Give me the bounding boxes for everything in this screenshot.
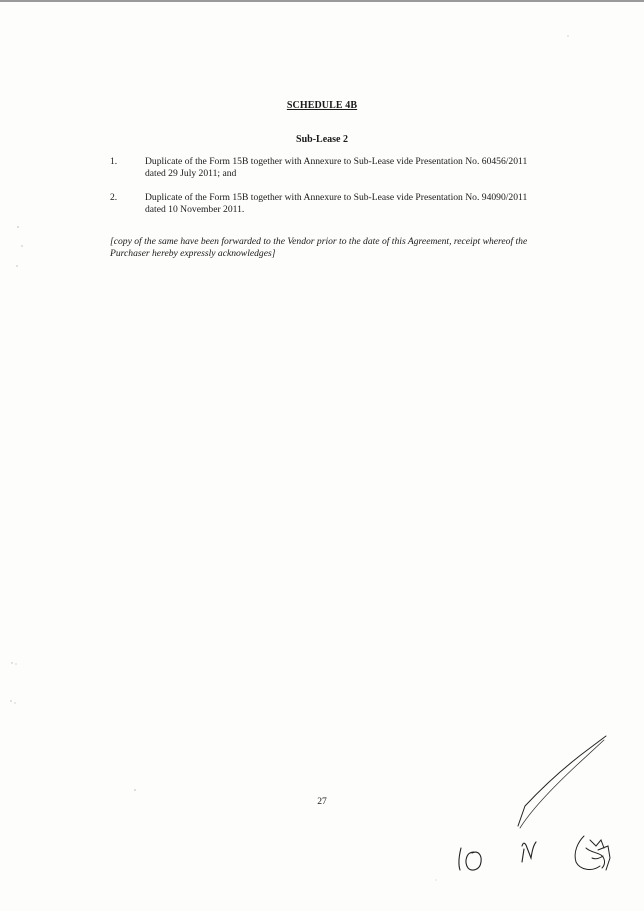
schedule-title: SCHEDULE 4B — [286, 100, 358, 111]
acknowledgement-note: [copy of the same have been forwarded to the Vendor prior to the date of this Agreement, receipt whereof the Purchaser hereby expressly acknowledges] — [110, 236, 528, 259]
schedule-subtitle: Sub-Lease 2 — [296, 134, 348, 145]
handwritten-initial-n — [522, 842, 536, 862]
page-number: 27 — [317, 796, 327, 807]
handwritten-signature — [575, 836, 610, 870]
list-item-number: 1. — [110, 156, 118, 167]
pen-stroke — [520, 740, 604, 828]
list-item-text: Duplicate of the Form 15B together with Annexure to Sub-Lease vide Presentation No. 60456/2011 dated 29 July 2011; and — [145, 156, 528, 179]
list-item-text: Duplicate of the Form 15B together with Annexure to Sub-Lease vide Presentation No. 94090/2011 dated 10 November 2011. — [145, 192, 528, 215]
handwritten-initial-lo — [459, 848, 481, 870]
list-item-number: 2. — [110, 192, 118, 203]
